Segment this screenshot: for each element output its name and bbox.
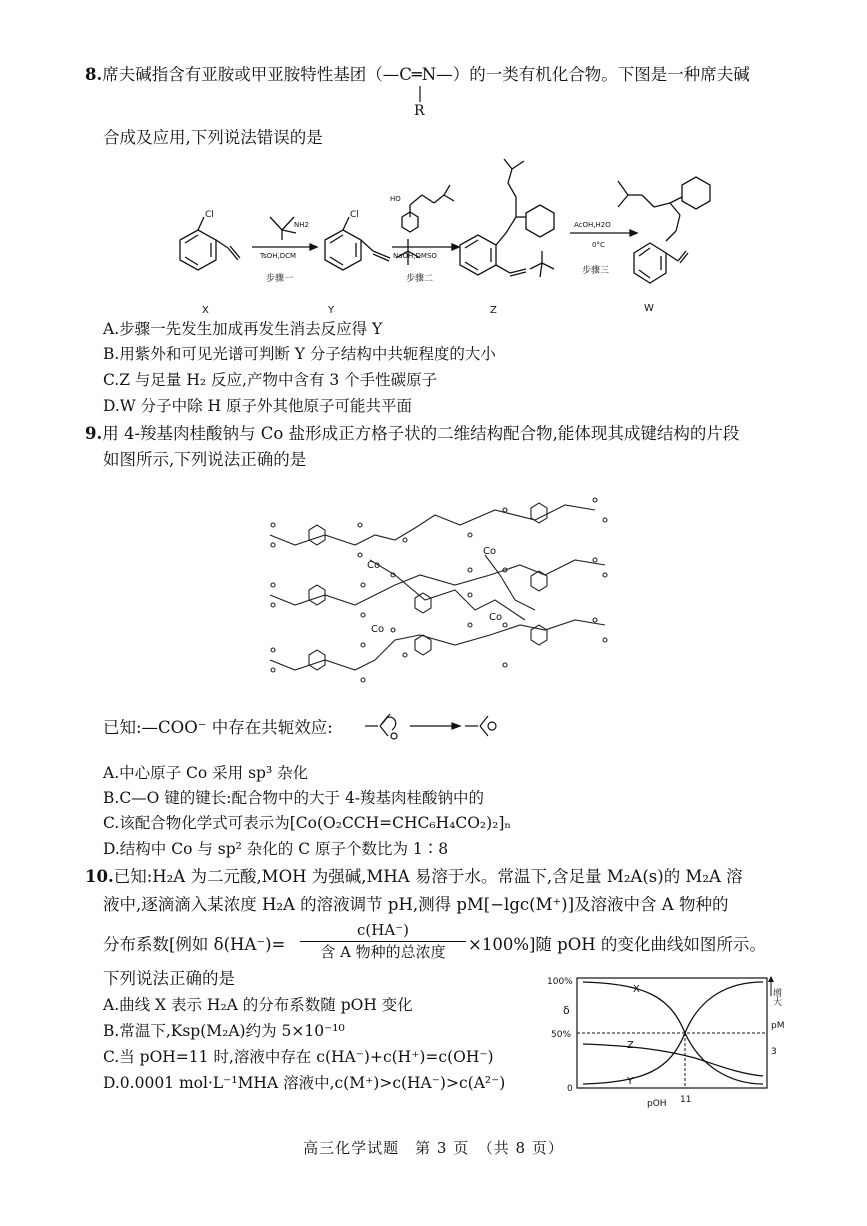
q8-option-c: C.Z 与足量 H₂ 反应,产物中含有 3 个手性碳原子 [103, 371, 438, 389]
q10-option-a: A.曲线 X 表示 H₂A 的分布系数随 pOH 变化 [103, 996, 413, 1014]
curve-z [583, 1044, 763, 1076]
q8-group-r: R [414, 103, 425, 119]
q10-line2: 液中,逐滴滴入某浓度 H₂A 的溶液调节 pH,测得 pM[−lgc(M⁺)]及溶液中含 A 物种的 [103, 895, 729, 914]
graph-arrowhead [768, 976, 774, 982]
benzene-rings [309, 503, 547, 670]
reagent3b: 0°C [592, 241, 605, 249]
label-y: Y [328, 305, 335, 316]
co-atom-4: Co [489, 612, 503, 623]
q9-known: 已知:—COO⁻ 中存在共轭效应: [103, 718, 333, 737]
y-cl: Cl [350, 210, 359, 220]
q8-option-b: B.用紫外和可见光谱可判断 Y 分子结构中共轭程度的大小 [103, 345, 496, 363]
q9-line2: 如图所示,下列说法正确的是 [103, 450, 307, 469]
ho-label: HO [390, 195, 401, 203]
q10-line3a: 分布系数[例如 δ(HA⁻)= [103, 935, 286, 954]
graph-y0: 0 [567, 1084, 573, 1094]
q10-line4: 下列说法正确的是 [103, 969, 235, 988]
q9-number: 9. [85, 424, 103, 443]
q9-option-d: D.结构中 Co 与 sp² 杂化的 C 原子个数比为 1∶8 [103, 840, 449, 858]
graph-label-x: X [633, 984, 640, 995]
q8-group-bond [418, 86, 422, 102]
graph-delta: δ [563, 1004, 570, 1017]
q10-graph [535, 966, 795, 1111]
q9-option-b: B.C—O 键的键长:配合物中的大于 4-羧基肉桂酸钠中的 [103, 789, 485, 807]
compound-z [460, 159, 554, 277]
co-atom-3: Co [371, 624, 385, 635]
graph-label-z: Z [627, 1040, 634, 1051]
nh2-label: NH2 [294, 221, 309, 229]
graph-label-y: Y [627, 1076, 634, 1087]
q10-line3b: ×100%]随 pOH 的变化曲线如图所示。 [468, 935, 766, 954]
q9-option-c: C.该配合物化学式可表示为[Co(O₂CCH=CHC₆H₄CO₂)₂]ₙ [103, 814, 512, 832]
q8-line2: 合成及应用,下列说法错误的是 [103, 128, 323, 147]
co-atom-2: Co [483, 546, 497, 557]
x-cl: Cl [205, 210, 214, 220]
co-atom-1: Co [367, 560, 381, 571]
compound-w [618, 177, 710, 283]
step1: 步骤一 [266, 274, 294, 284]
q8-reaction-scheme [160, 155, 740, 320]
step3: 步骤三 [582, 266, 610, 276]
graph-y100: 100% [547, 977, 573, 987]
q10-frac-bar [300, 941, 466, 942]
q8-group: —C═N— [382, 65, 453, 84]
q10-option-b: B.常温下,Ksp(M₂A)约为 5×10⁻¹⁰ [103, 1022, 345, 1040]
step2: 步骤二 [406, 274, 434, 284]
label-w: W [644, 303, 654, 314]
q10-text1: 已知:H₂A 为二元酸,MOH 为强碱,MHA 易溶于水。常温下,含足量 M₂A(s)的 M₂A 溶 [113, 867, 743, 886]
q10-line1 [85, 866, 743, 888]
graph-y50: 50% [551, 1030, 572, 1040]
page-footer: 高三化学试题 第 3 页 （共 8 页） [303, 1139, 564, 1157]
q9-text1: 用 4-羧基肉桂酸钠与 Co 盐形成正方格子状的二维结构配合物,能体现其成键结构的片段 [102, 424, 740, 443]
reagent1: TsOH,DCM [260, 252, 297, 260]
amino-alcohol [402, 185, 454, 232]
compound-y [325, 217, 420, 270]
graph-xlabel: pOH [647, 1099, 667, 1109]
q10-number: 10. [85, 867, 114, 886]
q8-option-a: A.步骤一先发生加成再发生消去反应得 Y [103, 320, 383, 338]
q8-number: 8. [85, 65, 103, 84]
q8-line1 [85, 64, 750, 86]
reagent3a: AcOH,H2O [574, 221, 611, 229]
reagent2: NaOH,DMSO [393, 252, 437, 260]
compound-x [180, 217, 240, 270]
q9-line1 [85, 423, 739, 445]
tbu-amine [270, 217, 296, 240]
oxygen-atoms [271, 498, 607, 682]
graph-pm3: 3 [771, 1047, 777, 1057]
q8-text1: 席夫碱指含有亚胺或甲亚胺特性基团（ [102, 65, 383, 84]
q10-frac-num: c(HA⁻) [357, 921, 409, 939]
graph-x11: 11 [680, 1095, 692, 1105]
q9-resonance-diagram [360, 706, 510, 746]
q10-option-c: C.当 pOH=11 时,溶液中存在 c(HA⁻)+c(H⁺)=c(OH⁻) [103, 1048, 494, 1066]
q8-option-d: D.W 分子中除 H 原子外其他原子可能共平面 [103, 397, 413, 415]
q10-frac-den: 含 A 物种的总浓度 [320, 943, 446, 961]
q9-option-a: A.中心原子 Co 采用 sp³ 杂化 [103, 764, 309, 782]
graph-pm: pM [771, 1021, 785, 1031]
label-z: Z [490, 305, 497, 316]
q10-option-d: D.0.0001 mol·L⁻¹MHA 溶液中,c(M⁺)>c(HA⁻)>c(A²⁻) [103, 1074, 506, 1092]
q9-network-diagram [255, 480, 625, 705]
label-x: X [202, 305, 209, 316]
q8-text2: ）的一类有机化合物。下图是一种席夫碱 [452, 65, 750, 84]
graph-increase: 增大 [771, 988, 781, 1006]
